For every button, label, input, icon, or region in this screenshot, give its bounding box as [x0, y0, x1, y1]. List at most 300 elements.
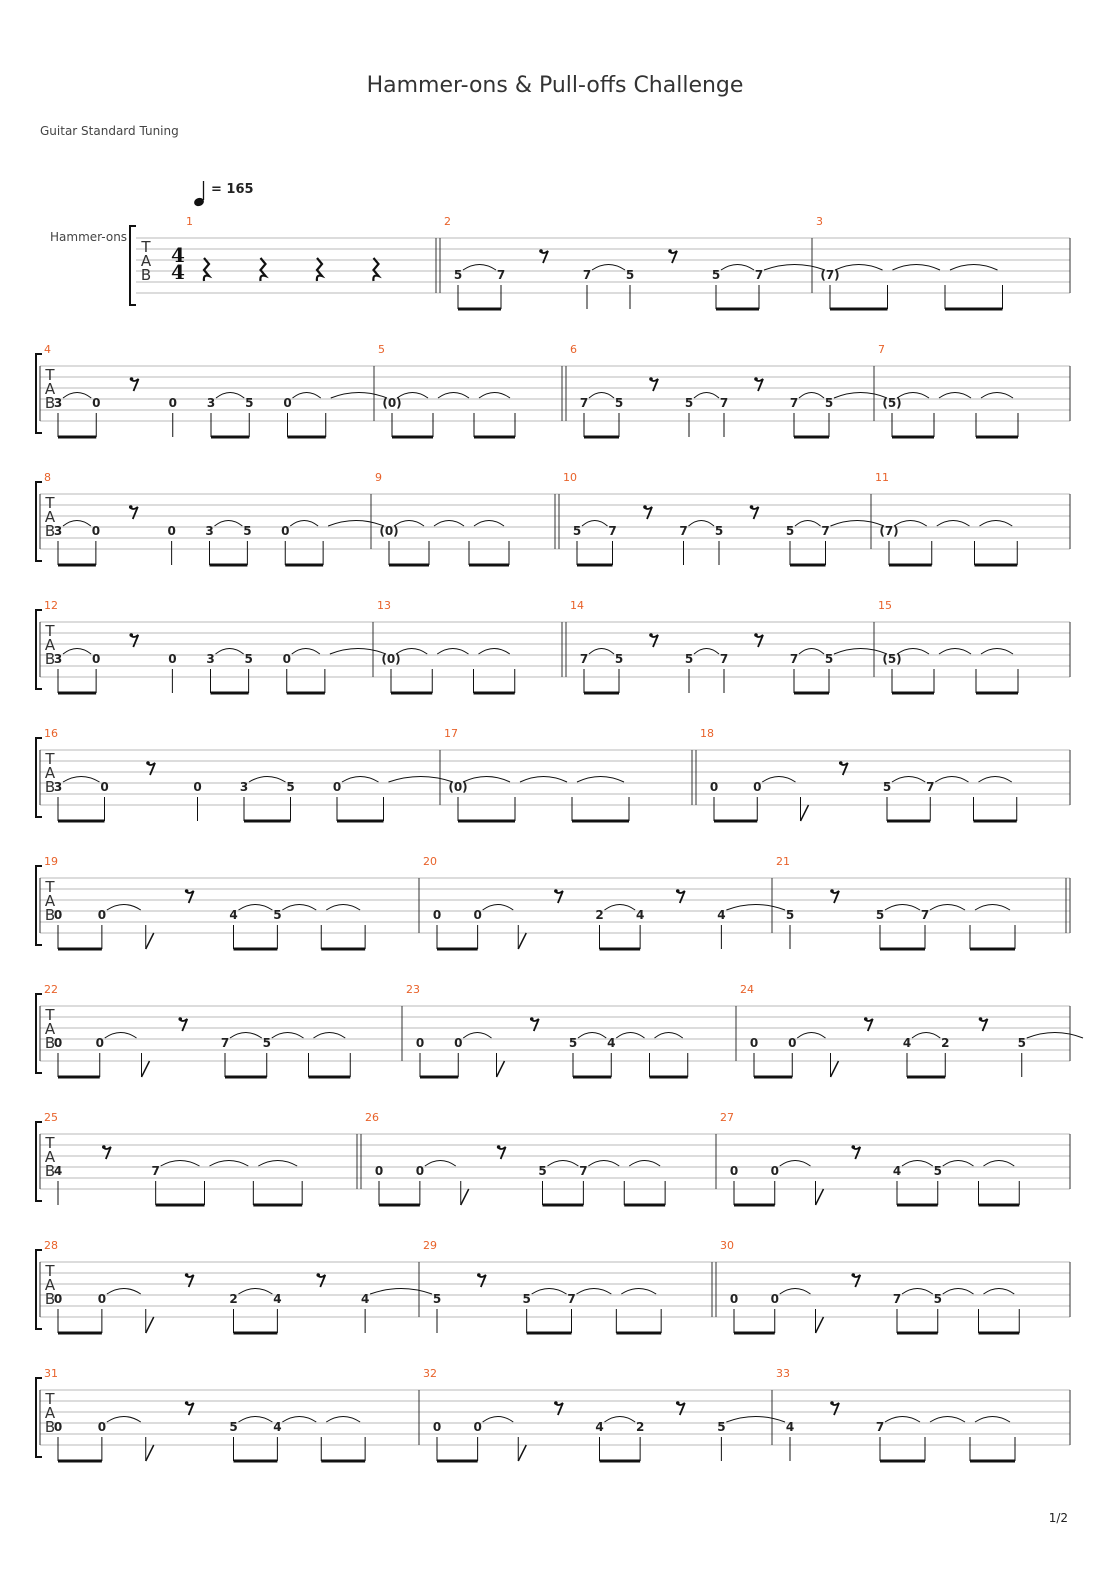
eighth-rest — [650, 379, 658, 391]
fret-number: 7 — [754, 268, 764, 282]
tie-arc — [437, 649, 468, 655]
tab-system — [36, 727, 1070, 821]
fret-number: 4 — [595, 1420, 604, 1434]
tie-arc — [463, 1033, 491, 1039]
eighth-rest-dot — [497, 1145, 501, 1149]
eighth-rest-dot — [146, 761, 150, 765]
tab-clef-letter: A — [140, 252, 152, 270]
tab-clef-letter: B — [44, 906, 56, 924]
measure — [44, 1111, 302, 1205]
tie-arc — [943, 1289, 974, 1295]
fret-number: 5 — [684, 652, 694, 666]
measure — [570, 343, 887, 437]
tie-arc — [981, 649, 1013, 655]
tie-arc — [1027, 1033, 1083, 1039]
fret-number: 0 — [97, 1292, 107, 1306]
tie-arc — [438, 393, 469, 399]
tie-arc — [282, 905, 316, 911]
fret-number: 3 — [206, 396, 216, 410]
measure — [816, 215, 1003, 309]
fret-number: 5 — [538, 1164, 547, 1178]
fret-number: 0 — [193, 780, 202, 794]
fret-number: 4 — [635, 908, 645, 922]
fret-number: 7 — [582, 268, 592, 282]
tab-clef-letter: B — [44, 1162, 56, 1180]
tie-arc — [215, 521, 243, 527]
eighth-flag — [831, 1061, 839, 1077]
fret-number: 5 — [614, 652, 624, 666]
fret-number: 0 — [415, 1036, 425, 1050]
fret-number: 5 — [229, 1420, 238, 1434]
fret-number: 0 — [282, 652, 291, 666]
tab-clef-letter: A — [44, 380, 56, 398]
fret-number: 7 — [789, 396, 799, 410]
fret-number: (7) — [879, 524, 899, 538]
fret-number: 4 — [892, 1164, 902, 1178]
tie-arc — [216, 393, 244, 399]
tie-arc — [63, 649, 91, 655]
tie-arc — [63, 777, 100, 783]
tie-arc — [326, 905, 360, 911]
eighth-rest — [531, 1019, 539, 1031]
fret-number: 0 — [749, 1036, 759, 1050]
measure-number: 2 — [444, 215, 451, 228]
tie-arc — [282, 1417, 316, 1423]
measure — [44, 1367, 365, 1461]
fret-number: 4 — [53, 1164, 63, 1178]
tie-arc — [588, 1161, 619, 1167]
tie-arc — [239, 1289, 273, 1295]
tab-system — [36, 1111, 1070, 1205]
tab-system — [36, 1367, 1070, 1461]
tie-arc — [328, 521, 384, 527]
tie-arc — [937, 521, 970, 527]
fret-number: 0 — [53, 1420, 63, 1434]
tab-system — [36, 599, 1070, 693]
measure-number: 30 — [720, 1239, 734, 1252]
tie-arc — [479, 649, 510, 655]
measure — [720, 1111, 1019, 1205]
tuning-label: Guitar Standard Tuning — [40, 124, 179, 138]
tab-systems — [36, 215, 1083, 1461]
tie-arc — [578, 1033, 606, 1039]
fret-number: (5) — [882, 652, 902, 666]
fret-number: 5 — [262, 1036, 271, 1050]
measure — [423, 855, 785, 949]
eighth-rest-dot — [129, 633, 133, 637]
tie-arc — [984, 1289, 1015, 1295]
eighth-rest-dot — [839, 761, 843, 765]
measure-number: 11 — [875, 471, 889, 484]
eighth-rest — [186, 891, 194, 903]
eighth-rest — [179, 1019, 187, 1031]
tab-clef-letter: B — [44, 1418, 56, 1436]
tab-clef-letter: A — [44, 636, 56, 654]
fret-number: 5 — [614, 396, 624, 410]
tab-clef-letter: T — [45, 366, 55, 384]
tie-arc — [230, 1033, 262, 1039]
fret-number: 0 — [753, 780, 762, 794]
fret-number: 4 — [717, 908, 726, 922]
fret-number: 7 — [892, 1292, 902, 1306]
eighth-rest-dot — [185, 1273, 189, 1277]
tab-clef-letter: A — [44, 508, 56, 526]
tie-arc — [835, 265, 883, 271]
tie-arc — [216, 649, 244, 655]
fret-number: 7 — [567, 1292, 576, 1306]
quarter-rest — [317, 258, 322, 281]
tie-arc — [930, 1417, 965, 1423]
fret-number: 5 — [273, 908, 282, 922]
measure — [776, 1367, 1015, 1461]
measure-number: 22 — [44, 983, 58, 996]
tie-arc — [979, 777, 1012, 783]
tab-clef-letter: A — [44, 764, 56, 782]
fret-number: 7 — [789, 652, 799, 666]
tie-arc — [689, 521, 715, 527]
fret-number: 7 — [719, 396, 729, 410]
fret-number: 5 — [717, 1420, 726, 1434]
measure — [378, 343, 515, 437]
fret-number: 7 — [579, 396, 589, 410]
tie-arc — [935, 777, 968, 783]
fret-number: 3 — [53, 396, 63, 410]
tie-arc — [330, 649, 386, 655]
tie-arc — [239, 905, 273, 911]
tie-arc — [292, 649, 320, 655]
fret-number: (0) — [382, 396, 402, 410]
tie-arc — [326, 1417, 360, 1423]
eighth-rest — [751, 507, 759, 519]
tie-arc — [655, 1033, 683, 1039]
tab-clef-letter: A — [44, 1020, 56, 1038]
eighth-rest — [103, 1147, 111, 1159]
tie-arc — [834, 393, 887, 399]
tie-arc — [975, 905, 1010, 911]
measure — [44, 1239, 432, 1333]
fret-number: 0 — [432, 908, 442, 922]
measure-number: 15 — [878, 599, 892, 612]
fret-number: 5 — [453, 268, 463, 282]
tie-arc — [483, 905, 514, 911]
measure — [875, 471, 1017, 565]
measure-number: 18 — [700, 727, 714, 740]
eighth-rest-dot — [676, 889, 680, 893]
fret-number: 0 — [473, 1420, 482, 1434]
eighth-rest — [755, 635, 763, 647]
tie-arc — [589, 393, 614, 399]
tie-arc — [582, 521, 608, 527]
tie-arc — [389, 777, 454, 783]
eighth-rest-dot — [649, 633, 653, 637]
tie-arc — [943, 1161, 974, 1167]
fret-number: (0) — [381, 652, 401, 666]
eighth-flag — [142, 1061, 150, 1077]
measure — [365, 1111, 665, 1205]
tie-arc — [293, 393, 321, 399]
measure — [44, 727, 453, 821]
tab-clef-letter: T — [45, 750, 55, 768]
tab-system — [36, 471, 1070, 565]
tie-arc — [797, 1033, 825, 1039]
score-title: Hammer-ons & Pull-offs Challenge — [366, 73, 744, 98]
tab-clef-letter: A — [44, 1404, 56, 1422]
fret-number: 7 — [821, 524, 830, 538]
fret-number: 0 — [53, 908, 63, 922]
tie-arc — [795, 521, 821, 527]
tab-clef-letter: T — [45, 1006, 55, 1024]
tie-arc — [726, 905, 785, 911]
measure — [570, 599, 887, 693]
fret-number: 0 — [473, 908, 482, 922]
eighth-rest-dot — [102, 1145, 106, 1149]
fret-number: 7 — [220, 1036, 230, 1050]
fret-number: 4 — [273, 1292, 282, 1306]
measure-number: 20 — [423, 855, 437, 868]
measure-number: 21 — [776, 855, 790, 868]
fret-number: 7 — [151, 1164, 160, 1178]
measure — [406, 983, 688, 1077]
tie-arc — [577, 777, 624, 783]
eighth-rest — [852, 1275, 860, 1287]
fret-number: 7 — [579, 1164, 588, 1178]
eighth-rest-dot — [668, 249, 672, 253]
tab-clef-letter: B — [44, 1034, 56, 1052]
measure-number: 12 — [44, 599, 58, 612]
tie-arc — [314, 1033, 346, 1039]
tab-clef-letter: B — [44, 1290, 56, 1308]
tab-clef-letter: B — [140, 266, 152, 284]
eighth-rest-dot — [676, 1401, 680, 1405]
eighth-rest — [831, 1403, 839, 1415]
fret-number: 0 — [92, 396, 101, 410]
tie-arc — [434, 521, 464, 527]
tie-arc — [105, 1033, 137, 1039]
eighth-rest — [677, 1403, 685, 1415]
tie-arc — [396, 649, 427, 655]
tie-arc — [721, 265, 754, 271]
tab-system — [36, 343, 1070, 437]
eighth-rest — [852, 1147, 860, 1159]
tie-arc — [939, 649, 971, 655]
eighth-rest-dot — [316, 1273, 320, 1277]
measure — [44, 471, 384, 565]
eighth-rest — [186, 1275, 194, 1287]
tie-arc — [605, 1417, 636, 1423]
tie-arc — [331, 393, 387, 399]
tie-arc — [425, 1161, 456, 1167]
quarter-rest — [373, 258, 378, 281]
tab-clef-letter: B — [44, 778, 56, 796]
fret-number: 5 — [286, 780, 295, 794]
eighth-rest-dot — [129, 505, 133, 509]
tie-arc — [239, 1417, 273, 1423]
fret-number: (0) — [448, 780, 468, 794]
eighth-rest — [478, 1275, 486, 1287]
fret-number: 5 — [933, 1164, 942, 1178]
eighth-rest-dot — [185, 1401, 189, 1405]
tie-arc — [950, 265, 998, 271]
eighth-rest-dot — [754, 633, 758, 637]
fret-number: 5 — [711, 268, 721, 282]
fret-number: 4 — [360, 1292, 370, 1306]
fret-number: 3 — [53, 524, 63, 538]
fret-number: 5 — [882, 780, 892, 794]
eighth-flag — [146, 1317, 154, 1333]
tie-arc — [893, 265, 941, 271]
measure-number: 25 — [44, 1111, 58, 1124]
tie-arc — [474, 521, 504, 527]
quarter-rest — [204, 258, 209, 281]
measure-number: 33 — [776, 1367, 790, 1380]
tie-arc — [463, 777, 510, 783]
eighth-rest-dot — [554, 889, 558, 893]
eighth-rest — [840, 763, 848, 775]
tie-arc — [831, 521, 885, 527]
fret-number: 5 — [933, 1292, 942, 1306]
tie-arc — [726, 1417, 785, 1423]
measure — [776, 855, 1015, 949]
tie-arc — [892, 777, 925, 783]
eighth-rest — [669, 251, 677, 263]
measure — [700, 727, 1017, 821]
eighth-rest-dot — [477, 1273, 481, 1277]
measure-number: 10 — [563, 471, 577, 484]
fret-number: 0 — [100, 780, 109, 794]
tie-arc — [902, 1289, 933, 1295]
measure-number: 3 — [816, 215, 823, 228]
measure-number: 28 — [44, 1239, 58, 1252]
fret-number: 0 — [729, 1292, 739, 1306]
tab-clef-letter: T — [45, 1390, 55, 1408]
fret-number: 0 — [283, 396, 292, 410]
quarter-rest — [260, 258, 265, 281]
fret-number: 0 — [729, 1164, 739, 1178]
fret-number: 4 — [607, 1036, 616, 1050]
eighth-rest-dot — [539, 249, 543, 253]
measure — [444, 215, 825, 309]
eighth-rest — [130, 635, 138, 647]
fret-number: 5 — [245, 396, 254, 410]
tie-arc — [605, 905, 636, 911]
fret-number: 3 — [206, 652, 215, 666]
measure-number: 9 — [375, 471, 382, 484]
fret-number: 5 — [875, 908, 885, 922]
fret-number: 3 — [53, 652, 63, 666]
tab-system — [130, 215, 1070, 309]
fret-number: (7) — [820, 268, 840, 282]
fret-number: (0) — [379, 524, 399, 538]
measure-number: 14 — [570, 599, 584, 612]
fret-number: 0 — [97, 1420, 107, 1434]
eighth-rest — [131, 379, 139, 391]
eighth-rest — [147, 763, 155, 775]
tie-arc — [981, 393, 1013, 399]
tie-arc — [902, 1161, 933, 1167]
fret-number: 5 — [1017, 1036, 1026, 1050]
fret-number: 0 — [709, 780, 719, 794]
eighth-rest-dot — [643, 505, 647, 509]
tie-arc — [616, 1033, 644, 1039]
tie-arc — [483, 1417, 514, 1423]
measure-number: 17 — [444, 727, 458, 740]
measure — [44, 983, 350, 1077]
eighth-rest-dot — [851, 1145, 855, 1149]
fret-number: 5 — [522, 1292, 531, 1306]
tie-arc — [577, 1289, 612, 1295]
eighth-flag — [801, 805, 809, 821]
tie-arc — [980, 521, 1013, 527]
fret-number: 2 — [635, 1420, 645, 1434]
measure — [423, 1367, 785, 1461]
eighth-flag — [518, 1445, 526, 1461]
tie-arc — [894, 521, 927, 527]
measure — [720, 1239, 1019, 1333]
tab-clef-letter: T — [45, 1134, 55, 1152]
fret-number: 7 — [496, 268, 506, 282]
measure-number: 1 — [186, 215, 193, 228]
eighth-rest-dot — [185, 889, 189, 893]
tie-arc — [897, 649, 929, 655]
tie-arc — [589, 649, 614, 655]
eighth-rest-dot — [554, 1401, 558, 1405]
tie-arc — [621, 1289, 656, 1295]
measure-number: 5 — [378, 343, 385, 356]
measure — [878, 599, 1018, 693]
eighth-flag — [497, 1061, 505, 1077]
fret-number: 5 — [785, 524, 795, 538]
eighth-rest — [555, 1403, 563, 1415]
fret-number: 5 — [243, 524, 252, 538]
fret-number: 7 — [875, 1420, 885, 1434]
tie-arc — [532, 1289, 567, 1295]
tie-arc — [834, 649, 887, 655]
tie-arc — [290, 521, 318, 527]
tie-arc — [107, 1289, 141, 1295]
tie-arc — [107, 1417, 141, 1423]
fret-number: 7 — [920, 908, 930, 922]
tie-arc — [249, 777, 286, 783]
tie-arc — [520, 777, 567, 783]
fret-number: 0 — [91, 652, 101, 666]
fret-number: 0 — [415, 1164, 425, 1178]
time-signature-digit: 4 — [171, 260, 185, 284]
measure-number: 19 — [44, 855, 58, 868]
tie-arc — [885, 905, 920, 911]
tab-system — [36, 855, 1070, 949]
tie-arc — [479, 393, 510, 399]
fret-number: 0 — [53, 1036, 63, 1050]
measure-number: 29 — [423, 1239, 437, 1252]
fret-number: 7 — [926, 780, 935, 794]
fret-number: 3 — [239, 780, 249, 794]
eighth-rest-dot — [530, 1017, 534, 1021]
tie-arc — [930, 905, 965, 911]
track-name: Hammer-ons — [50, 230, 128, 244]
fret-number: 7 — [679, 524, 688, 538]
eighth-rest-dot — [754, 377, 758, 381]
page-number: 1/2 — [1048, 1511, 1068, 1525]
eighth-rest-dot — [130, 377, 134, 381]
tie-arc — [258, 1161, 297, 1167]
fret-number: 5 — [625, 268, 635, 282]
tie-arc — [897, 393, 929, 399]
fret-number: 0 — [168, 652, 177, 666]
measure-number: 27 — [720, 1111, 734, 1124]
fret-number: 0 — [788, 1036, 797, 1050]
tie-arc — [272, 1033, 304, 1039]
tab-system — [36, 1239, 1070, 1333]
